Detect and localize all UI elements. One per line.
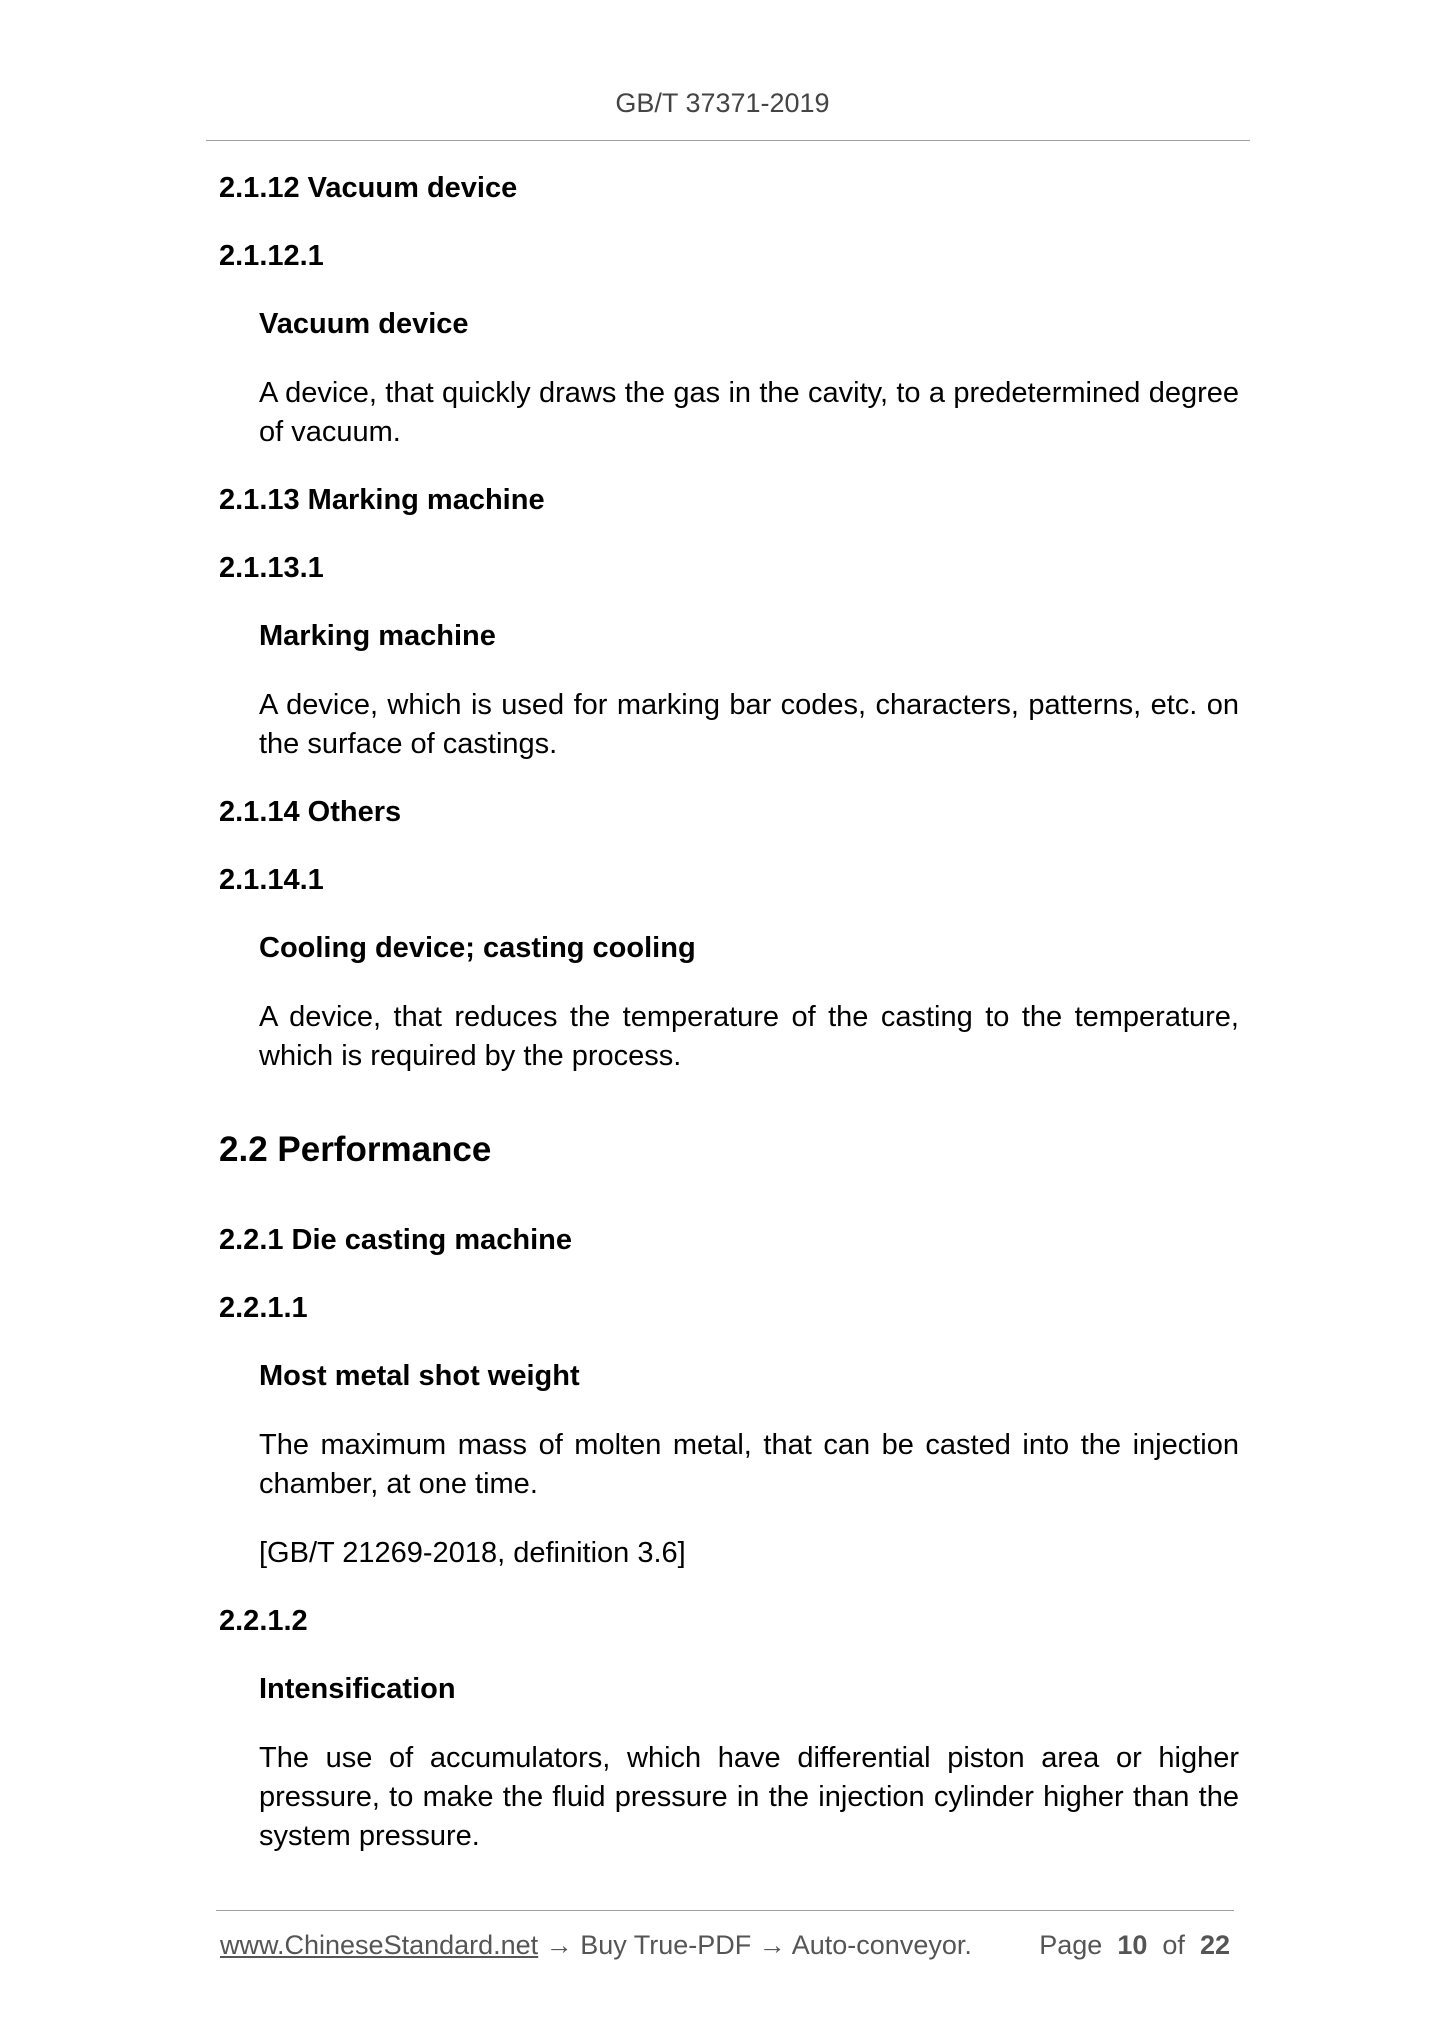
term-definition: A device, which is used for marking bar codes, characters, patterns, etc. on the surface of castings. — [259, 689, 1239, 760]
running-header: GB/T 37371-2019 — [615, 88, 830, 118]
page-footer — [220, 1930, 1230, 1961]
footer-left — [220, 1930, 972, 1961]
of-word: of — [1162, 1930, 1185, 1960]
page-word: Page — [1039, 1930, 1103, 1960]
footer-trail: → Buy True-PDF → Auto-conveyor. — [538, 1930, 972, 1960]
clause-number: 2.1.12.1 — [219, 240, 324, 272]
clause-number: 2.2.1.2 — [219, 1605, 308, 1637]
term-definition: A device, that reduces the temperature of the casting to the temperature, which is required by the process. — [259, 1001, 1239, 1072]
clause-number: 2.1.14.1 — [219, 864, 324, 896]
term-title: Vacuum device — [259, 308, 469, 340]
document-body — [219, 170, 1239, 1886]
site-link[interactable]: www.ChineseStandard.net — [220, 1930, 539, 1960]
clause-heading: 2.1.14 Others — [219, 796, 402, 828]
clause-heading: 2.1.13 Marking machine — [219, 484, 545, 516]
page-total: 22 — [1199, 1930, 1230, 1960]
clause-heading: 2.2.1 Die casting machine — [219, 1224, 572, 1256]
section-heading: 2.2 Performance — [219, 1130, 492, 1169]
term-title: Cooling device; casting cooling — [259, 932, 696, 964]
term-definition: The use of accumulators, which have differential piston area or higher pressure, to make the fluid pressure in the injection cylinder higher than the system pressure. — [259, 1742, 1239, 1852]
term-title: Most metal shot weight — [259, 1360, 580, 1392]
page-number: 10 — [1117, 1930, 1148, 1960]
clause-number: 2.2.1.1 — [219, 1292, 308, 1324]
header-divider — [206, 140, 1250, 141]
page-indicator — [1039, 1930, 1230, 1961]
term-source-reference: [GB/T 21269-2018, definition 3.6] — [259, 1537, 686, 1569]
term-title: Marking machine — [259, 620, 496, 652]
footer-divider — [216, 1910, 1234, 1911]
term-title: Intensification — [259, 1673, 456, 1705]
clause-number: 2.1.13.1 — [219, 552, 324, 584]
term-definition: The maximum mass of molten metal, that can be casted into the injection chamber, at one time. — [259, 1429, 1239, 1500]
term-definition: A device, that quickly draws the gas in the cavity, to a predetermined degree of vacuum. — [259, 377, 1239, 448]
clause-heading: 2.1.12 Vacuum device — [219, 172, 518, 204]
